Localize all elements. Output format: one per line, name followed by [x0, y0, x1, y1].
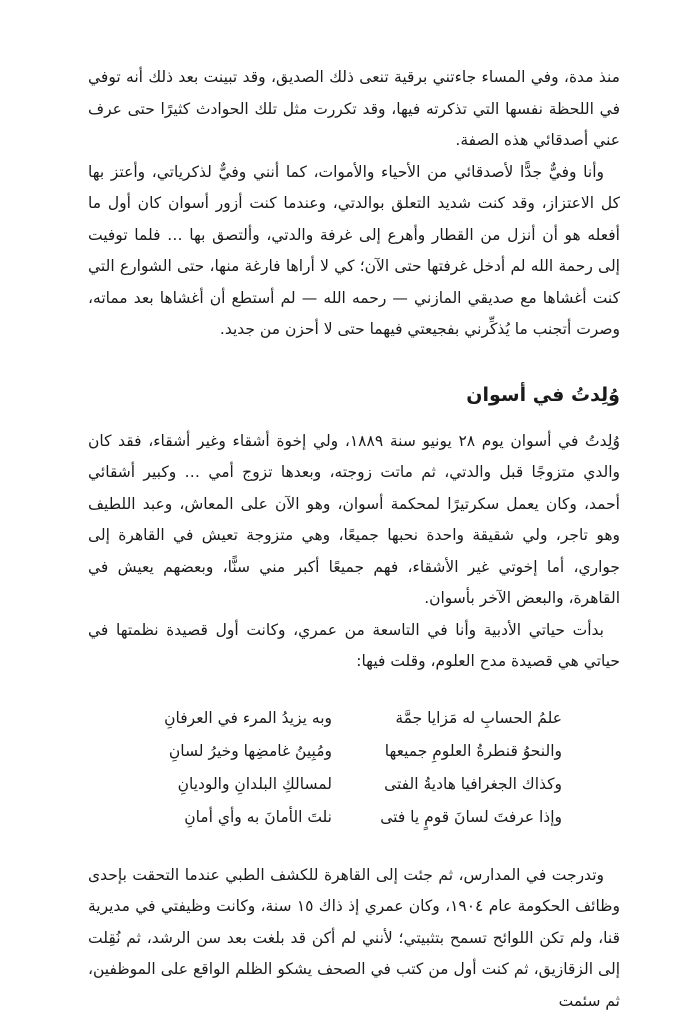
poem-first-hemistich: وكذاك الجغرافيا هاديةُ الفتى — [362, 768, 562, 801]
paragraph: منذ مدة، وفي المساء جاءتني برقية تنعى ذلك الصديق، وقد تبينت بعد ذلك أنه توفي في اللحظة نفسها التي تذكرته فيها، وقد تكررت مثل تلك الحوادث كثيرًا حتى عرف عني أصدقائي هذه الصفة. — [88, 62, 620, 157]
poem-second-hemistich: لمسالكِ البلدانِ والوديانِ — [132, 768, 332, 801]
document-page — [88, 62, 620, 1017]
poem-verse — [96, 735, 562, 768]
poem-verse — [96, 768, 562, 801]
poem-first-hemistich: وإذا عرفتَ لسانَ قومٍ يا فتى — [362, 801, 562, 834]
poem-second-hemistich: نلتَ الأمانَ به وأي أمانِ — [132, 801, 332, 834]
poem-first-hemistich: والنحوُ قنطرةُ العلومِ جميعها — [362, 735, 562, 768]
paragraph: وتدرجت في المدارس، ثم جئت إلى القاهرة للكشف الطبي عندما التحقت بإحدى وظائف الحكومة عام ١٩٠٤، وكان عمري إذ ذاك ١٥ سنة، وكانت وظيفتي في مديرية قنا، ولم تكن اللوائح تسمح بتثبيتي؛ لأنني لم أكن قد بلغت بعد سن الرشد، ثم نُقِلت إلى الزقازيق، ثم كنت أول من كتب في الصحف يشكو الظلم الواقع على الموظفين، ثم سئمت — [88, 860, 620, 1017]
section-heading: وُلِدتُ في أسوان — [88, 380, 620, 410]
paragraph: وُلِدتُ في أسوان يوم ٢٨ يونيو سنة ١٨٨٩، ولي إخوة أشقاء وغير أشقاء، فقد كان والدي متزوجًا قبل والدتي، ثم ماتت زوجته، وبعدها تزوج أمي … وكبير أشقائي أحمد، وكان يعمل سكرتيرًا لمحكمة أسوان، وهو الآن على المعاش، وعبد اللطيف وهو تاجر، ولي شقيقة واحدة نحبها جميعًا، وهي متزوجة تعيش في القاهرة إلى جواري، أما إخوتي غير الأشقاء، فهم جميعًا أكبر مني سنًّا، وبعضهم يعيش في القاهرة، والبعض الآخر بأسوان. — [88, 426, 620, 615]
poem-second-hemistich: وبه يزيدُ المرء في العرفانِ — [132, 702, 332, 735]
paragraph: بدأت حياتي الأدبية وأنا في التاسعة من عمري، وكانت أول قصيدة نظمتها في حياتي هي قصيدة مدح العلوم، وقلت فيها: — [88, 615, 620, 678]
poem-first-hemistich: علمُ الحسابِ له مَزايا جمَّة — [362, 702, 562, 735]
poem-verse — [96, 801, 562, 834]
poem-second-hemistich: ومُبِينُ غامضِها وخيرُ لسانِ — [132, 735, 332, 768]
poem-verse — [96, 702, 562, 735]
poem — [88, 702, 620, 834]
paragraph: وأنا وفيٌّ جدًّا لأصدقائي من الأحياء والأموات، كما أنني وفيٌّ لذكرياتي، وأعتز بها كل الاعتزاز، وقد كنت شديد التعلق بوالدتي، وعندما كنت أزور أسوان كان أول ما أفعله هو أن أنزل من القطار وأهرع إلى غرفة والدتي، وألتصق بها … فلما توفيت إلى رحمة الله لم أدخل غرفتها حتى الآن؛ كي لا أراها فارغة منها، حتى الشوارع التي كنت أغشاها مع صديقي المازني — رحمه الله — لم أستطع أن أغشاها بعد مماته، وصرت أتجنب ما يُذكِّرني بفجيعتي فيهما حتى لا أحزن من جديد. — [88, 157, 620, 346]
